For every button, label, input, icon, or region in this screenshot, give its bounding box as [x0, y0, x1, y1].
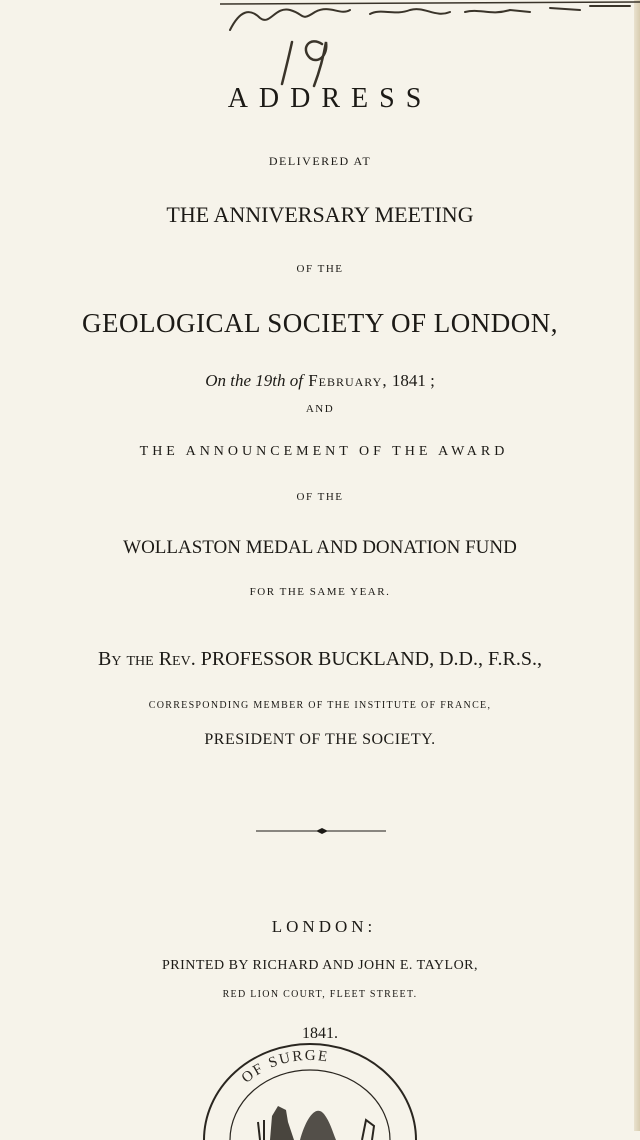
library-stamp [190, 1030, 430, 1140]
imprint-city: LONDON: [271, 917, 377, 936]
corresponding-member-line: CORRESPONDING MEMBER OF THE INSTITUTE OF FRANCE, [148, 700, 492, 711]
author-byline [0, 648, 640, 671]
imprint-year: 1841. [302, 1025, 338, 1042]
author-name: PROFESSOR BUCKLAND, D.D., F.R.S., [195, 648, 542, 670]
date-prefix: On the 19th of [205, 371, 303, 390]
date-year: 1841 ; [387, 371, 435, 390]
imprint-address: RED LION COURT, FLEET STREET. [222, 989, 418, 1000]
meeting-date [0, 371, 640, 391]
society-name: GEOLOGICAL SOCIETY OF LONDON, [82, 308, 558, 338]
ornamental-rule [256, 827, 386, 835]
byline-prefix: By the Rev. [98, 648, 196, 670]
delivered-at-line: DELIVERED AT [268, 154, 372, 168]
anniversary-meeting-line: THE ANNIVERSARY MEETING [166, 202, 474, 227]
same-year-line: FOR THE SAME YEAR. [249, 586, 391, 598]
imprint-printer: PRINTED BY RICHARD AND JOHN E. TAYLOR, [161, 958, 479, 973]
date-month: February, [302, 371, 388, 390]
of-the-line-2: OF THE [296, 491, 344, 503]
stamp-ring-text: OF SURGE [238, 1047, 331, 1087]
wollaston-fund-line: WOLLASTON MEDAL AND DONATION FUND [123, 537, 517, 558]
announcement-line: THE ANNOUNCEMENT OF THE AWARD [139, 444, 509, 459]
address-title: ADDRESS [227, 83, 433, 114]
president-line: PRESIDENT OF THE SOCIETY. [204, 731, 436, 748]
and-line: AND [305, 403, 335, 415]
of-the-line-1: OF THE [296, 263, 344, 275]
handwritten-shelfmark [280, 20, 350, 90]
